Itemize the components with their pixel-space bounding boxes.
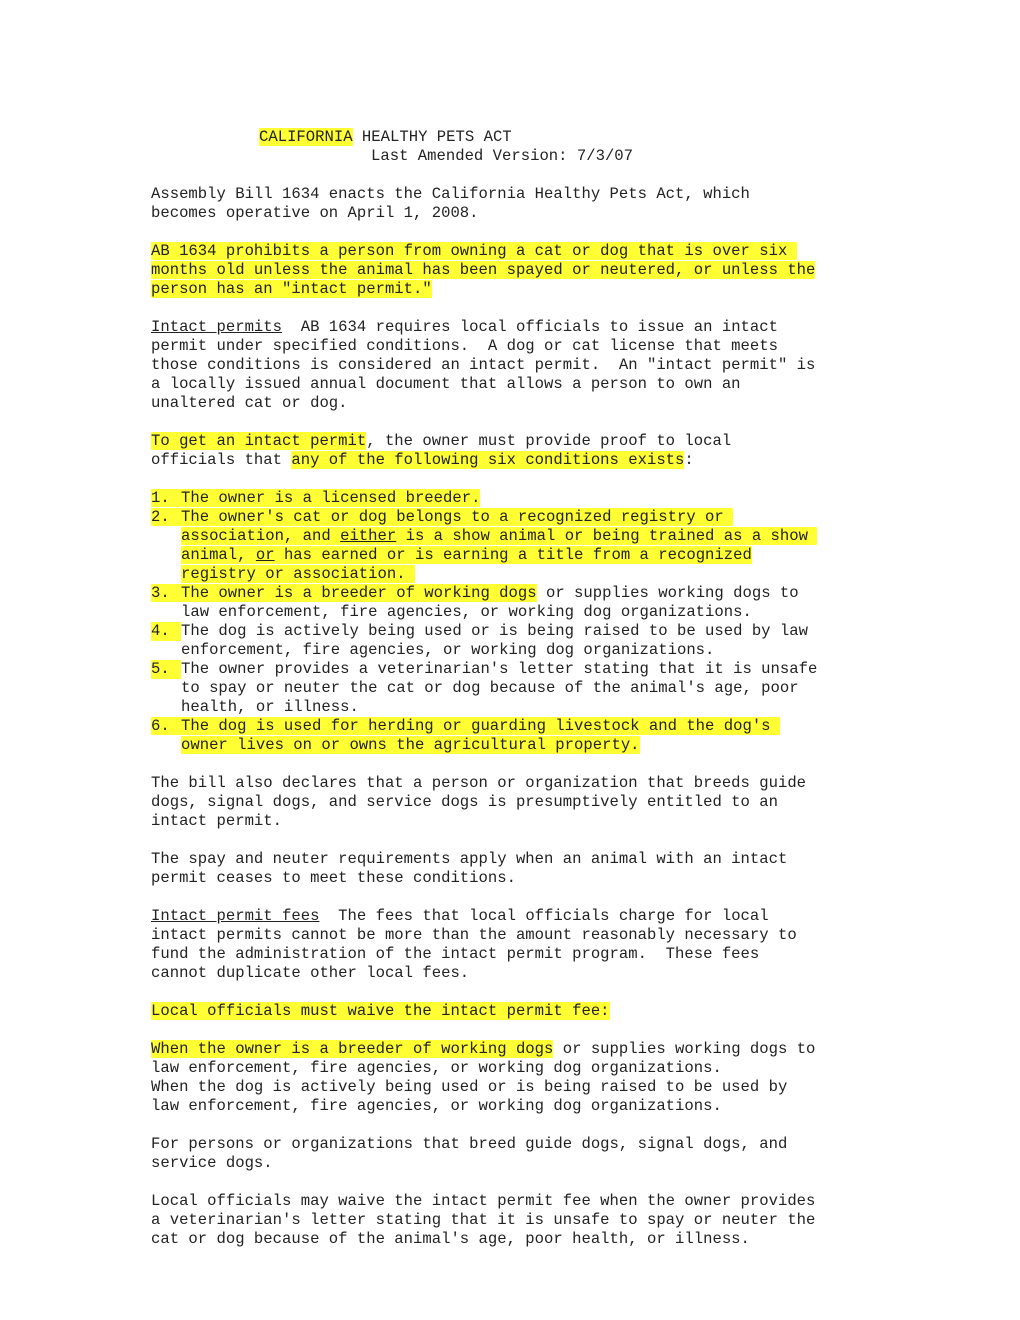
may-waive-line: cat or dog because of the animal's age, poor health, or illness. — [151, 1230, 750, 1248]
waive-heading: Local officials must waive the intact permit fee: — [151, 1002, 610, 1020]
waive-line: law enforcement, fire agencies, or working dog organizations. — [151, 1097, 722, 1115]
breeders-line: service dogs. — [151, 1154, 273, 1172]
fees-line: cannot duplicate other local fees. — [151, 964, 470, 982]
prohibition-line: AB 1634 prohibits a person from owning a cat or dog that is over six — [151, 242, 797, 260]
intact-permits-line: those conditions is considered an intact permit. An "intact permit" is — [151, 356, 816, 374]
fees-line: fund the administration of the intact permit program. These fees — [151, 945, 760, 963]
prohibition-line: person has an "intact permit." — [151, 280, 432, 298]
document-page — [151, 128, 891, 1249]
intact-permits-line: permit under specified conditions. A dog or cat license that meets — [151, 337, 778, 355]
condition-item: 5. The owner provides a veterinarian's letter stating that it is unsafe — [151, 660, 818, 678]
condition-item: 4. The dog is actively being used or is being raised to be used by law — [151, 622, 808, 640]
condition-item: 1. The owner is a licensed breeder. — [151, 489, 481, 507]
fees-heading: Intact permit fees — [151, 907, 320, 925]
fees-paragraph: Intact permit fees The fees that local officials charge for local — [151, 907, 769, 925]
condition-item: 6. The dog is used for herding or guarding livestock and the dog's — [151, 717, 780, 735]
waive-line: When the dog is actively being used or is being raised to be used by — [151, 1078, 788, 1096]
conditions-list: 1. The owner is a licensed breeder. 2. The owner's cat or dog belongs to a recognized registry or association, and either is a show animal or being trained as a show animal, or has earned or is earning a title from a recognized registry or association. 3. The owner is a breeder of working dogs or supplies working dogs to law enforcement, fire agencies, or working dog organizations. 4. The dog is actively being used or is being raised to be used by law enforcement, fire agencies, or working dog organizations. 5. The owner provides a veterinarian's letter stating that it is unsafe to spay or neuter the cat or dog because of the animal's age, poor health, or illness. 6. The dog is used for herding or guarding livestock and the dog's owner lives on or owns the agricultural property. — [151, 489, 891, 755]
prohibition-line: months old unless the animal has been spayed or neutered, or unless the — [151, 261, 816, 279]
title-highlight: CALIFORNIA — [259, 128, 353, 146]
intro-line: Assembly Bill 1634 enacts the California Healthy Pets Act, which — [151, 185, 750, 203]
spay-neuter-line: The spay and neuter requirements apply when an animal with an intact — [151, 850, 788, 868]
guide-dogs-line: intact permit. — [151, 812, 283, 830]
may-waive-line: a veterinarian's letter stating that it is unsafe to spay or neuter the — [151, 1211, 816, 1229]
guide-dogs-line: The bill also declares that a person or organization that breeds guide — [151, 774, 807, 792]
intact-permits-line: unaltered cat or dog. — [151, 394, 348, 412]
intact-permits-line: a locally issued annual document that allows a person to own an — [151, 375, 741, 393]
get-permit-line: officials that any of the following six conditions exists: — [151, 451, 694, 469]
spay-neuter-line: permit ceases to meet these conditions. — [151, 869, 516, 887]
waive-line: When the owner is a breeder of working dogs or supplies working dogs to — [151, 1040, 816, 1058]
get-permit-line: To get an intact permit, the owner must provide proof to local — [151, 432, 732, 450]
intact-permits-heading: Intact permits — [151, 318, 283, 336]
condition-item: 3. The owner is a breeder of working dogs or supplies working dogs to — [151, 584, 799, 602]
may-waive-line: Local officials may waive the intact permit fee when the owner provides — [151, 1192, 816, 1210]
fees-line: intact permits cannot be more than the amount reasonably necessary to — [151, 926, 797, 944]
version-line: Last Amended Version: 7/3/07 — [371, 147, 634, 165]
waive-line: law enforcement, fire agencies, or working dog organizations. — [151, 1059, 722, 1077]
intro-line: becomes operative on April 1, 2008. — [151, 204, 479, 222]
condition-item: 2. The owner's cat or dog belongs to a recognized registry or — [151, 508, 734, 526]
document-title: CALIFORNIA HEALTHY PETS ACT — [259, 128, 512, 146]
guide-dogs-line: dogs, signal dogs, and service dogs is presumptively entitled to an — [151, 793, 778, 811]
breeders-line: For persons or organizations that breed guide dogs, signal dogs, and — [151, 1135, 788, 1153]
intact-permits-paragraph: Intact permits AB 1634 requires local officials to issue an intact — [151, 318, 778, 336]
